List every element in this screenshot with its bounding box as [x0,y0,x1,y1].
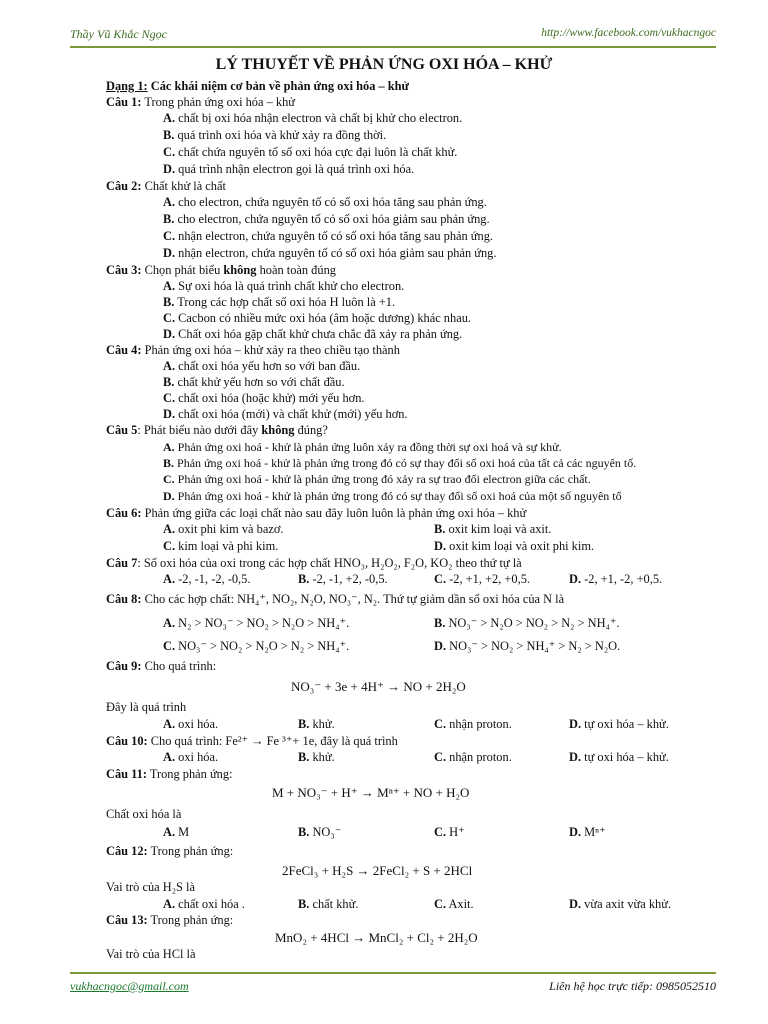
question-label: Câu 9: [106,659,142,673]
option-d [434,638,620,654]
option-b [434,521,551,537]
option-a [163,439,562,455]
question-6 [106,505,526,521]
option-letter: B. [298,897,310,911]
option-b [163,374,345,390]
option-letter: D. [569,717,582,731]
option-text: -2, -1, -2, -0,5. [178,572,251,586]
option-text: chất khử yếu hơn so với chất đầu. [177,375,345,389]
option-letter: D. [569,572,582,586]
option-text: quá trình oxi hóa và khử xảy ra đồng thời. [177,128,387,142]
question-9 [106,658,216,674]
option-letter: B. [163,295,175,309]
option-text: chất oxi hóa . [178,897,245,911]
option-text: NO₃⁻ > N₂O > NO₂ > N₂ > NH₄⁺. [448,616,620,630]
option-b [298,716,335,732]
option-d [434,538,594,554]
option-c [163,144,457,160]
option-letter: D. [163,246,176,260]
option-letter: D. [434,539,447,553]
question-text: Phản ứng giữa các loại chất nào sau đây luôn luôn là phản ứng oxi hóa – khử [141,506,527,520]
option-letter: B. [298,825,310,839]
option-text: chất bị oxi hóa nhận electron và chất bị khử cho electron. [178,111,463,125]
option-letter: A. [163,616,176,630]
page-title: LÝ THUYẾT VỀ PHẢN ỨNG OXI HÓA – KHỬ [215,56,553,73]
option-letter: D. [163,489,175,503]
question-stem: Chất oxi hóa là [106,807,182,821]
option-letter: D. [163,407,176,421]
option-d [163,488,622,504]
equation: NO₃⁻ + 3e + 4H⁺ → NO + 2H₂O [291,679,466,694]
question-text: : Số oxi hóa của oxi trong các hợp chất HNO₃, H₂O₂, F₂O, KO₂ theo thứ tự là [137,556,522,570]
option-letter: A. [163,572,176,586]
option-a [163,194,487,210]
option-c [163,471,591,487]
option-text: oxit kim loại và axit. [448,522,552,536]
option-text: -2, -1, +2, -0,5. [312,572,388,586]
option-text: cho electron, chứa nguyên tố có số oxi hóa tăng sau phản ứng. [178,195,487,209]
option-letter: C. [434,750,447,764]
option-d [163,326,462,342]
question-label: Câu 12: [106,844,148,858]
option-d [569,896,671,912]
option-text: nhận proton. [449,717,512,731]
equation: MnO₂ + 4HCl → MnCl₂ + Cl₂ + 2H₂O [275,930,478,945]
option-text: tự oxi hóa – khử. [584,717,669,731]
option-d [569,749,669,765]
option-text: NO₃⁻ > NO₂ > NH₄⁺ > N₂ > N₂O. [449,639,621,653]
option-text: M [178,825,190,839]
question-text: hoàn toàn đúng [256,263,336,277]
option-b [163,294,395,310]
option-letter: C. [163,391,176,405]
option-c [163,538,278,554]
question-label: Câu 1: [106,95,142,109]
option-text: oxi hóa. [178,717,219,731]
section-label: Dạng 1: [106,79,148,93]
option-d [163,245,496,261]
question-text: Chất khử là chất [141,179,226,193]
option-text: chất oxi hóa (mới) và chất khử (mới) yếu hơn. [178,407,408,421]
question-label: Câu 2: [106,179,142,193]
question-text: : Phát biểu nào dưới đây [137,423,262,437]
option-letter: D. [434,639,447,653]
option-letter: B. [298,717,310,731]
option-letter: B. [163,456,175,470]
page-header [70,27,716,45]
option-a [163,571,250,587]
option-text: Sự oxi hóa là quá trình chất khử cho electron. [178,279,405,293]
option-letter: B. [163,375,175,389]
option-letter: C. [434,572,447,586]
option-letter: C. [434,717,447,731]
option-text: tự oxi hóa – khử. [584,750,669,764]
header-rule [70,46,716,48]
question-stem: Vai trò của HCl là [106,947,196,961]
option-text: oxi hóa. [178,750,219,764]
option-letter: D. [163,162,176,176]
option-letter: C. [163,229,176,243]
option-text: Phản ứng oxi hoá - khử là phản ứng luôn xảy ra đồng thời sự oxi hoá và sự khử. [177,440,562,454]
question-stem: Vai trò của H₂S là [106,880,195,894]
question-text: Chọn phát biểu [141,263,224,277]
option-c [434,571,530,587]
option-letter: C. [163,311,176,325]
option-letter: A. [163,897,176,911]
option-letter: D. [569,750,582,764]
option-text: nhận electron, chứa nguyên tố có số oxi hóa giảm sau phản ứng. [178,246,497,260]
option-text: quá trình nhận electron gọi là quá trình oxi hóa. [178,162,415,176]
option-text: kim loại và phi kim. [178,539,279,553]
option-a [163,278,404,294]
question-label: Câu 7 [106,556,138,570]
question-4 [106,342,400,358]
option-letter: A. [163,440,175,454]
question-label: Câu 6: [106,506,142,520]
question-stem: Đây là quá trình [106,700,187,714]
option-a [163,521,283,537]
option-d [163,161,414,177]
option-a [163,749,218,765]
option-text: chất oxi hóa yếu hơn so với ban đầu. [178,359,361,373]
question-text: Trong phản ứng: [146,767,233,781]
option-text: Cacbon có nhiều mức oxi hóa (âm hoặc dương) khác nhau. [178,311,471,325]
option-letter: A. [163,111,176,125]
option-letter: A. [163,522,176,536]
question-text: Cho quá trình: Fe²⁺ → Fe ³⁺+ 1e, đây là quá trình [147,734,398,748]
question-label: Câu 11: [106,767,147,781]
footer-email[interactable]: vukhacngoc@gmail.com [70,979,189,993]
option-b [298,571,388,587]
option-letter: B. [434,522,446,536]
question-text: Cho quá trình: [141,659,217,673]
option-letter: C. [434,825,447,839]
option-text: Phản ứng oxi hoá - khử là phản ứng trong đó xảy ra sự trao đổi electron giữa các chất. [177,472,591,486]
option-text: N₂ > NO₃⁻ > NO₂ > N₂O > NH₄⁺. [178,616,350,630]
option-letter: B. [298,750,310,764]
option-text: Trong các hợp chất số oxi hóa H luôn là +1. [177,295,396,309]
question-10 [106,733,398,749]
option-b [298,896,358,912]
option-b [298,824,341,840]
option-c [163,228,493,244]
option-letter: A. [163,279,176,293]
option-text: chất khử. [312,897,359,911]
option-letter: C. [163,145,176,159]
option-a [163,110,462,126]
equation: M + NO₃⁻ + H⁺ → Mⁿ⁺ + NO + H₂O [272,785,470,800]
option-text: vừa axit vừa khử. [584,897,672,911]
option-c [163,638,349,654]
option-text: oxit phi kim và bazơ. [178,522,284,536]
option-c [434,896,474,912]
option-text: cho electron, chứa nguyên tố có số oxi hóa giảm sau phản ứng. [177,212,490,226]
option-d [569,716,669,732]
option-c [434,749,512,765]
equation: 2FeCl₃ + H₂S → 2FeCl₂ + S + 2HCl [282,863,473,878]
option-letter: D. [569,825,582,839]
question-text: Phản ứng oxi hóa – khử xảy ra theo chiều tạo thành [141,343,400,357]
question-3 [106,262,336,278]
option-a [163,716,218,732]
question-2 [106,178,226,194]
option-c [163,390,365,406]
option-a [163,824,189,840]
question-text: Trong phản ứng: [147,913,234,927]
option-letter: A. [163,825,176,839]
option-b [434,615,620,631]
question-label: Câu 5 [106,423,138,437]
question-label: Câu 8: [106,592,142,606]
option-letter: A. [163,359,176,373]
option-b [163,211,490,227]
option-text: khử. [312,717,335,731]
option-letter: D. [163,327,176,341]
question-label: Câu 13: [106,913,148,927]
option-letter: A. [163,750,176,764]
option-text: Chất oxi hóa gặp chất khử chưa chắc đã xảy ra phản ứng. [178,327,463,341]
option-letter: C. [163,639,176,653]
option-text: oxit kim loại và oxit phi kim. [449,539,595,553]
option-b [163,127,386,143]
option-c [434,716,512,732]
option-letter: B. [163,128,175,142]
option-b [298,749,335,765]
option-letter: B. [434,616,446,630]
option-d [163,406,408,422]
footer-contact: Liên hệ học trực tiếp: 0985052510 [549,979,716,993]
section-text: Các khái niệm cơ bản về phản ứng oxi hóa – khử [147,79,409,93]
option-text: Phản ứng oxi hoá - khử là phản ứng trong đó có sự thay đổi số oxi hoá của một số nguyên tố [177,489,622,503]
option-text: -2, +1, +2, +0,5. [449,572,531,586]
question-13 [106,912,233,928]
option-letter: D. [569,897,582,911]
option-c [163,310,471,326]
option-text: nhận proton. [449,750,512,764]
question-emphasis: không [223,263,257,277]
option-letter: B. [298,572,310,586]
option-text: Mⁿ⁺ [584,825,606,839]
option-text: H⁺ [449,825,465,839]
option-c [434,824,465,840]
option-text: Phản ứng oxi hoá - khử là phản ứng trong đó có sự thay đổi số oxi hoá của tất cả các nguyên tố. [177,456,637,470]
option-letter: C. [163,539,176,553]
question-text: Trong phản ứng: [147,844,234,858]
question-7 [106,555,522,571]
option-letter: C. [163,472,175,486]
section-heading [106,78,409,94]
option-text: Axit. [448,897,474,911]
option-text: chất oxi hóa (hoặc khử) mới yếu hơn. [178,391,365,405]
option-a [163,896,245,912]
question-label: Câu 3: [106,263,142,277]
option-text: nhận electron, chứa nguyên tố có số oxi hóa tăng sau phản ứng. [178,229,494,243]
option-text: NO₃⁻ [312,825,342,839]
question-8 [106,591,564,607]
question-text: Cho các hợp chất: NH₄⁺, NO₂, N₂O, NO₃⁻, N₂. Thứ tự giảm dần số oxi hóa của N là [141,592,565,606]
question-5 [106,422,328,438]
question-11 [106,766,233,782]
header-url[interactable]: http://www.facebook.com/vukhacngoc [541,27,716,39]
page-footer [70,979,716,997]
question-label: Câu 4: [106,343,142,357]
option-d [569,571,662,587]
option-d [569,824,606,840]
question-emphasis: không [261,423,295,437]
option-b [163,455,636,471]
question-text: đúng? [294,423,328,437]
option-letter: C. [434,897,447,911]
option-letter: A. [163,717,176,731]
option-a [163,615,349,631]
option-text: chất chứa nguyên tố số oxi hóa cực đại luôn là chất khử. [178,145,458,159]
footer-rule [70,972,716,974]
option-text: NO₃⁻ > NO₂ > N₂O > N₂ > NH₄⁺. [178,639,350,653]
question-text: Trong phản ứng oxi hóa – khử [141,95,295,109]
option-letter: A. [163,195,176,209]
question-12 [106,843,233,859]
option-text: khử. [312,750,335,764]
option-letter: B. [163,212,175,226]
question-label: Câu 10: [106,734,148,748]
option-text: -2, +1, -2, +0,5. [584,572,663,586]
header-author: Thầy Vũ Khắc Ngọc [70,27,167,41]
question-1 [106,94,295,110]
option-a [163,358,360,374]
